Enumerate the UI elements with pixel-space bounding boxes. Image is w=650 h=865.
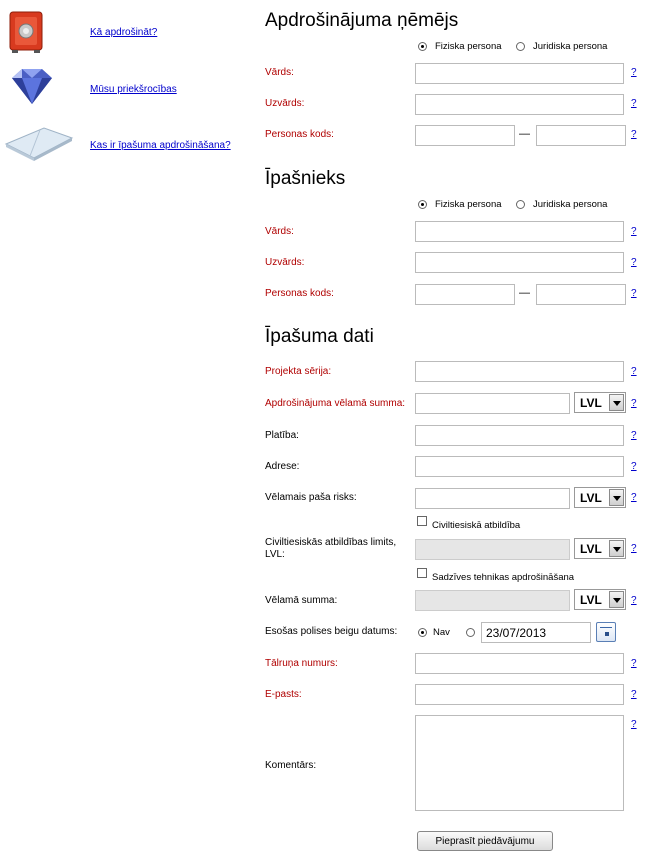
request-offer-button[interactable]: Pieprasīt piedāvājumu [417, 831, 553, 851]
help-link[interactable]: ? [631, 67, 637, 78]
appliance-currency-value: LVL [580, 593, 602, 607]
series-label: Projekta sērija: [265, 366, 332, 377]
risk-currency-value: LVL [580, 491, 602, 505]
help-link[interactable]: ? [631, 129, 637, 140]
owner-radio-person[interactable] [418, 200, 427, 209]
address-input[interactable] [415, 456, 624, 477]
insured-code-input-1[interactable] [415, 125, 515, 146]
help-link[interactable]: ? [631, 543, 637, 554]
civil-currency-select[interactable] [574, 538, 626, 559]
insured-radio-person-label: Fiziska persona [435, 41, 502, 52]
policy-nav-label: Nav [433, 627, 450, 638]
sidebar-item-advantages[interactable]: Mūsu priekšrocības [90, 84, 177, 95]
phone-input[interactable] [415, 653, 624, 674]
help-link[interactable]: ? [631, 595, 637, 606]
series-input[interactable] [415, 361, 624, 382]
civil-checkbox-label: Civiltiesiskā atbildība [432, 520, 521, 531]
help-link[interactable]: ? [631, 658, 637, 669]
insured-radio-company-label: Juridiska persona [533, 41, 608, 52]
sidebar-item-what-is-property-insurance[interactable]: Kas ir īpašuma apdrošināšana? [90, 140, 231, 151]
owner-code-input-2[interactable] [536, 284, 626, 305]
help-link[interactable]: ? [631, 689, 637, 700]
owner-surname-input[interactable] [415, 252, 624, 273]
help-link[interactable]: ? [631, 226, 637, 237]
civil-currency-value: LVL [580, 542, 602, 556]
owner-radio-company-label: Juridiska persona [533, 199, 608, 210]
help-link[interactable]: ? [631, 98, 637, 109]
risk-label: Vēlamais paša risks: [265, 492, 357, 503]
appliance-input[interactable] [415, 590, 570, 611]
insured-surname-label: Uzvārds: [265, 98, 305, 109]
chevron-down-icon [609, 489, 624, 506]
property-section-title: Īpašuma dati [265, 326, 374, 347]
book-icon [4, 124, 74, 162]
comment-textarea[interactable] [415, 715, 624, 811]
policy-nav-radio[interactable] [418, 628, 427, 637]
insured-radio-company[interactable] [516, 42, 525, 51]
policy-date-input[interactable] [481, 622, 591, 643]
sum-currency-select[interactable] [574, 392, 626, 413]
owner-radio-company[interactable] [516, 200, 525, 209]
appliance-checkbox[interactable] [417, 568, 427, 578]
help-link[interactable]: ? [631, 398, 637, 409]
safe-icon [4, 10, 48, 54]
insured-code-input-2[interactable] [536, 125, 626, 146]
owner-name-label: Vārds: [265, 226, 294, 237]
email-input[interactable] [415, 684, 624, 705]
owner-section-title: Īpašnieks [265, 168, 346, 189]
phone-label: Tālruņa numurs: [265, 658, 338, 669]
risk-currency-select[interactable] [574, 487, 626, 508]
help-link[interactable]: ? [631, 257, 637, 268]
appliance-checkbox-label: Sadzīves tehnikas apdrošināšana [432, 572, 575, 583]
sum-label: Apdrošinājuma vēlamā summa: [265, 398, 406, 409]
help-link[interactable]: ? [631, 430, 637, 441]
insured-section-title: Apdrošinājuma ņēmējs [265, 10, 459, 31]
chevron-down-icon [609, 394, 624, 411]
area-label: Platība: [265, 430, 299, 441]
insured-surname-input[interactable] [415, 94, 624, 115]
appliance-currency-select[interactable] [574, 589, 626, 610]
civil-checkbox[interactable] [417, 516, 427, 526]
civil-label: Civiltiesiskās atbildības limits, LVL: [265, 537, 397, 560]
help-link[interactable]: ? [631, 719, 637, 730]
sum-currency-value: LVL [580, 396, 602, 410]
chevron-down-icon [609, 540, 624, 557]
code-dash: — [519, 287, 530, 299]
risk-input[interactable] [415, 488, 570, 509]
sum-input[interactable] [415, 393, 570, 414]
policy-end-label: Esošas polises beigu datums: [265, 626, 398, 637]
owner-name-input[interactable] [415, 221, 624, 242]
insured-radio-person[interactable] [418, 42, 427, 51]
help-link[interactable]: ? [631, 492, 637, 503]
comment-label: Komentārs: [265, 760, 317, 771]
insured-name-input[interactable] [415, 63, 624, 84]
help-link[interactable]: ? [631, 461, 637, 472]
chevron-down-icon [609, 591, 624, 608]
calendar-icon[interactable] [596, 622, 616, 642]
area-input[interactable] [415, 425, 624, 446]
email-label: E-pasts: [265, 689, 302, 700]
address-label: Adrese: [265, 461, 300, 472]
code-dash: — [519, 128, 530, 140]
appliance-label: Vēlamā summa: [265, 595, 338, 606]
insured-name-label: Vārds: [265, 67, 294, 78]
policy-date-radio[interactable] [466, 628, 475, 637]
insured-code-label: Personas kods: [265, 129, 334, 140]
civil-input[interactable] [415, 539, 570, 560]
diamond-icon [4, 66, 60, 106]
help-link[interactable]: ? [631, 288, 637, 299]
help-link[interactable]: ? [631, 366, 637, 377]
owner-radio-person-label: Fiziska persona [435, 199, 502, 210]
owner-surname-label: Uzvārds: [265, 257, 305, 268]
sidebar-item-how-to-insure[interactable]: Kā apdrošināt? [90, 27, 158, 38]
owner-code-label: Personas kods: [265, 288, 334, 299]
owner-code-input-1[interactable] [415, 284, 515, 305]
